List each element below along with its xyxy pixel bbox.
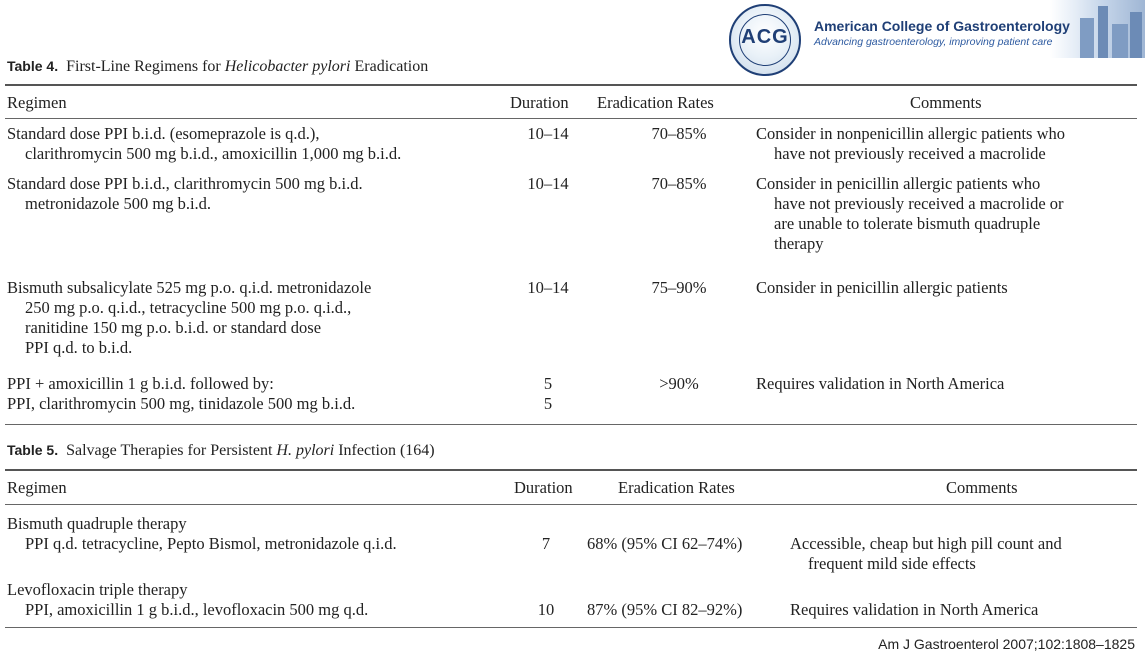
table4-header-rates: Eradication Rates <box>597 93 714 112</box>
table5-header-rates: Eradication Rates <box>618 478 735 497</box>
regimen-group: Bismuth quadruple therapy <box>7 514 187 533</box>
comment-line: are unable to tolerate bismuth quadruple <box>774 214 1041 233</box>
table-row <box>7 580 368 620</box>
rate-cell: 87% (95% CI 82–92%) <box>587 600 743 619</box>
table4-bottom-rule <box>5 424 1137 425</box>
regimen-line: Standard dose PPI b.i.d. (esomeprazole is q.d.), <box>7 124 320 143</box>
table-row <box>7 374 355 414</box>
emblem-letters: ACG <box>741 26 789 48</box>
table4-header-comments: Comments <box>910 93 982 112</box>
regimen-line: Standard dose PPI b.i.d., clarithromycin 500 mg b.i.d. <box>7 174 363 193</box>
table5-title <box>7 442 435 460</box>
table5-title-post: Infection (164) <box>334 442 435 459</box>
table-row <box>7 278 371 358</box>
duration-cell: 10 <box>537 600 555 619</box>
rate-cell: 70–85% <box>651 174 707 193</box>
table4-top-rule <box>5 84 1137 86</box>
duration-line: 5 <box>543 374 553 393</box>
comments-cell: Consider in penicillin allergic patients <box>756 278 1008 297</box>
rate-cell: 75–90% <box>651 278 707 297</box>
table4-title-post: Eradication <box>350 58 429 75</box>
duration-cell: 10–14 <box>527 174 569 193</box>
table5-header-duration: Duration <box>514 478 573 497</box>
table4-title-pre: First-Line Regimens for <box>66 58 225 75</box>
table5-bottom-rule <box>5 627 1137 628</box>
regimen-line: Bismuth subsalicylate 525 mg p.o. q.i.d. metronidazole <box>7 278 372 297</box>
comment-line: therapy <box>774 234 824 253</box>
comments-cell <box>756 174 1064 254</box>
table5-header-rule <box>5 504 1137 505</box>
regimen-line: PPI q.d. tetracycline, Pepto Bismol, metronidazole q.i.d. <box>25 534 397 553</box>
rate-cell: 68% (95% CI 62–74%) <box>587 534 743 553</box>
regimen-line: PPI + amoxicillin 1 g b.i.d. followed by: <box>7 374 274 393</box>
regimen-line: PPI q.d. to b.i.d. <box>25 338 133 357</box>
regimen-line: clarithromycin 500 mg b.i.d., amoxicillin 1,000 mg b.i.d. <box>25 144 402 163</box>
rate-cell: >90% <box>659 374 699 393</box>
org-name: American College of Gastroenterology <box>814 18 1070 34</box>
comments-cell: Requires validation in North America <box>790 600 1039 619</box>
table-row <box>7 514 397 554</box>
duration-cell: 10–14 <box>527 124 569 143</box>
org-tagline: Advancing gastroenterology, improving patient care <box>814 36 1053 48</box>
table4-label: Table 4. <box>7 58 59 74</box>
acg-emblem-logo <box>729 4 801 76</box>
table-row <box>7 124 401 164</box>
table5-header-regimen: Regimen <box>7 478 67 497</box>
regimen-line: ranitidine 150 mg p.o. b.i.d. or standard dose <box>25 318 322 337</box>
table5-label: Table 5. <box>7 442 59 458</box>
duration-cell <box>516 374 580 414</box>
duration-cell: 7 <box>541 534 551 553</box>
regimen-line: 250 mg p.o. q.i.d., tetracycline 500 mg p.o. q.i.d., <box>25 298 352 317</box>
table5-top-rule <box>5 469 1137 471</box>
duration-cell: 10–14 <box>527 278 569 297</box>
regimen-line: metronidazole 500 mg b.i.d. <box>25 194 212 213</box>
comments-cell <box>790 534 1062 574</box>
table5-title-pre: Salvage Therapies for Persistent <box>66 442 277 459</box>
duration-line: 5 <box>543 394 553 413</box>
regimen-group: Levofloxacin triple therapy <box>7 580 188 599</box>
table4-title <box>7 58 428 76</box>
citation: Am J Gastroenterol 2007;102:1808–1825 <box>878 636 1135 652</box>
comments-cell <box>756 124 1065 164</box>
table5-header-comments: Comments <box>946 478 1018 497</box>
comment-line: have not previously received a macrolide <box>774 144 1046 163</box>
table4-header-regimen: Regimen <box>7 93 67 112</box>
comment-line: Accessible, cheap but high pill count and <box>790 534 1062 553</box>
table4-title-italic: Helicobacter pylori <box>224 58 351 75</box>
regimen-line: PPI, clarithromycin 500 mg, tinidazole 500 mg b.i.d. <box>7 394 356 413</box>
comment-line: frequent mild side effects <box>808 554 976 573</box>
rate-cell: 70–85% <box>651 124 707 143</box>
comment-line: have not previously received a macrolide or <box>774 194 1064 213</box>
table4-header-duration: Duration <box>510 93 569 112</box>
comment-line: Consider in nonpenicillin allergic patients who <box>756 124 1066 143</box>
table4-header-rule <box>5 118 1137 119</box>
comments-cell: Requires validation in North America <box>756 374 1005 393</box>
comment-line: Consider in penicillin allergic patients who <box>756 174 1041 193</box>
table-row <box>7 174 363 214</box>
table5-title-italic: H. pylori <box>276 442 335 459</box>
regimen-line: PPI, amoxicillin 1 g b.i.d., levofloxacin 500 mg q.d. <box>25 600 369 619</box>
